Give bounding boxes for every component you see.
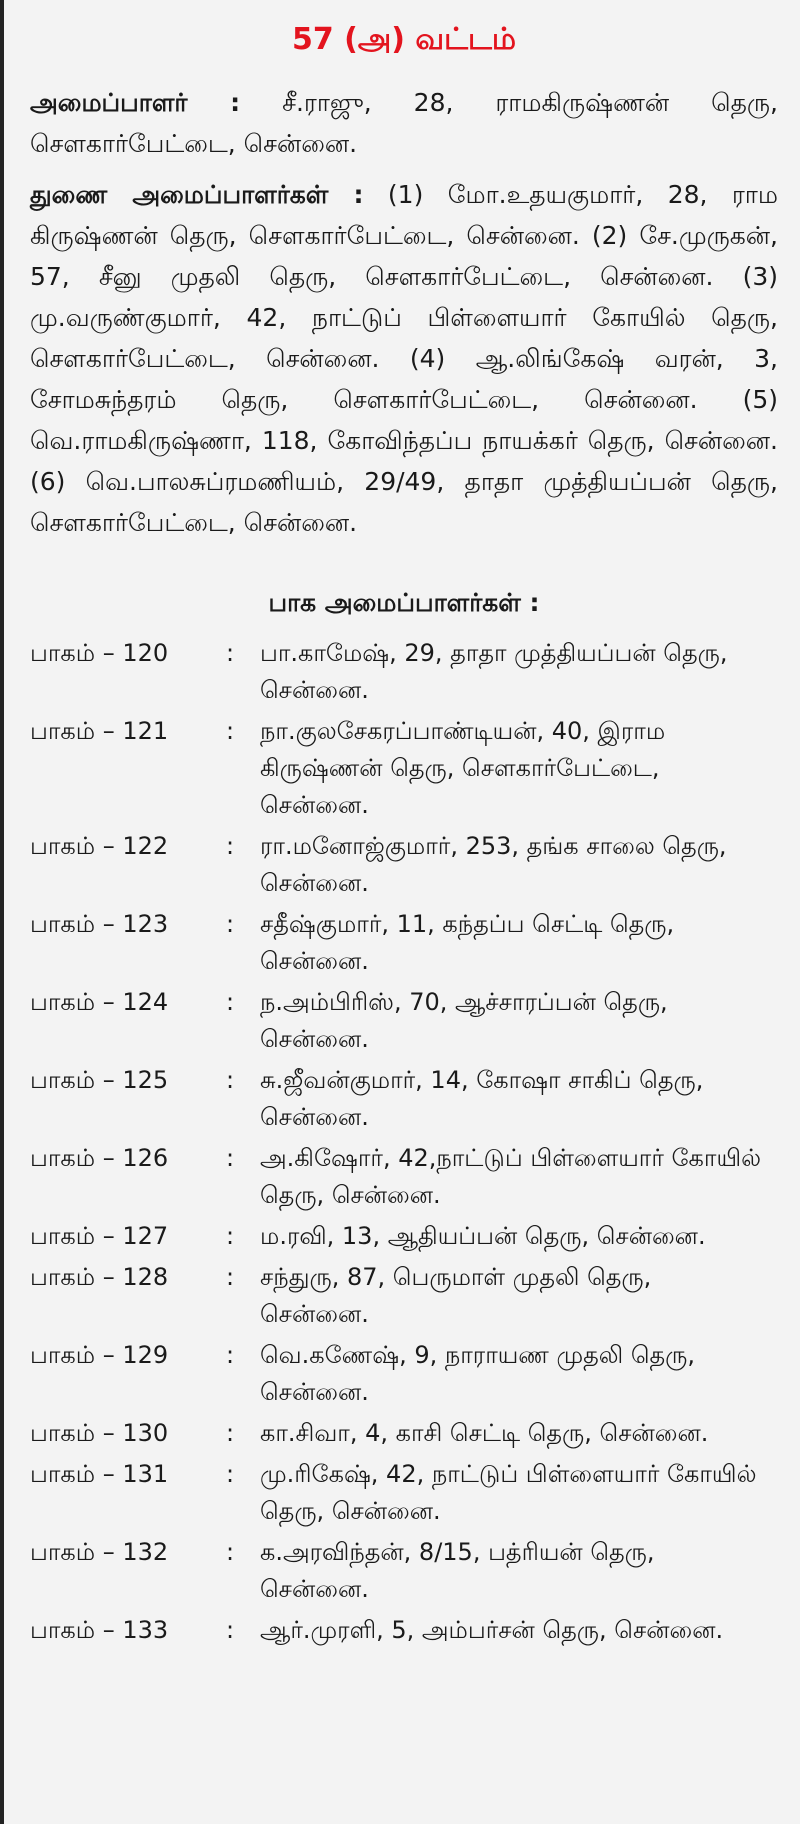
separator-colon: : bbox=[226, 1222, 235, 1250]
detail-line: சந்துரு, 87, பெருமாள் முதலி தெரு, bbox=[260, 1263, 652, 1291]
detail-line: சு.ஜீவன்குமார், 14, கோஷா சாகிப் தெரு, bbox=[260, 1066, 704, 1094]
list-item bbox=[30, 1259, 778, 1333]
part-number: பாகம் – 128 bbox=[30, 1263, 169, 1291]
organizer-details bbox=[260, 1612, 778, 1649]
organizer-details bbox=[260, 906, 778, 980]
part-organizers-list bbox=[30, 635, 778, 1649]
part-organizers-heading: பாக அமைப்பாளர்கள் : bbox=[268, 588, 540, 617]
separator-colon: : bbox=[226, 1263, 235, 1291]
organizer-details bbox=[260, 635, 778, 709]
detail-line: தெரு, சென்னை. bbox=[260, 1497, 441, 1525]
organizer-details bbox=[260, 1062, 778, 1136]
detail-line: கிருஷ்ணன் தெரு, சௌகார்பேட்டை, bbox=[260, 754, 660, 782]
list-item bbox=[30, 1218, 778, 1255]
organizer-details bbox=[260, 713, 778, 824]
detail-line: வெ.கணேஷ், 9, நாராயண முதலி தெரு, bbox=[260, 1341, 696, 1369]
separator-colon: : bbox=[226, 1144, 235, 1172]
deputy-organizers-text: (1) மோ.உதயகுமார், 28, ராம கிருஷ்ணன் தெரு, சௌகார்பேட்டை, சென்னை. (2) சே.முருகன், 57, சீனு முதலி தெரு, சௌகார்பேட்டை, சென்னை. (3) மு.வருண்குமார், 42, நாட்டுப் பிள்ளையார் கோயில் தெரு, சௌகார்பேட்டை, சென்னை. (4) ஆ.லிங்கேஷ் வரன், 3, சோமசுந்தரம் தெரு, சௌகார்பேட்டை, சென்னை. (5) வெ.ராமகிருஷ்ணா, 118, கோவிந்தப்ப நாயக்கர் தெரு, சென்னை. (6) வெ.பாலசுப்ரமணியம், 29/49, தாதா முத்தியப்பன் தெரு, சௌகார்பேட்டை, சென்னை. bbox=[30, 180, 778, 537]
detail-line: ரா.மனோஜ்குமார், 253, தங்க சாலை தெரு, bbox=[260, 832, 727, 860]
separator-colon: : bbox=[226, 1460, 235, 1488]
part-number: பாகம் – 121 bbox=[30, 717, 169, 745]
part-number: பாகம் – 123 bbox=[30, 910, 169, 938]
detail-line: ம.ரவி, 13, ஆதியப்பன் தெரு, சென்னை. bbox=[260, 1222, 706, 1250]
separator-colon: : bbox=[226, 1538, 235, 1566]
part-number: பாகம் – 120 bbox=[30, 639, 169, 667]
organizer-details bbox=[260, 1218, 778, 1255]
part-number: பாகம் – 125 bbox=[30, 1066, 169, 1094]
list-item bbox=[30, 1415, 778, 1452]
organizer-details bbox=[260, 1140, 778, 1214]
part-number: பாகம் – 129 bbox=[30, 1341, 169, 1369]
list-item bbox=[30, 635, 778, 709]
detail-line: சதீஷ்குமார், 11, கந்தப்ப செட்டி தெரு, bbox=[260, 910, 675, 938]
separator-colon: : bbox=[226, 832, 235, 860]
separator-colon: : bbox=[226, 910, 235, 938]
organizer-details bbox=[260, 1259, 778, 1333]
deputy-organizers-label: துணை அமைப்பாளர்கள் : bbox=[30, 180, 364, 209]
separator-colon: : bbox=[226, 1616, 235, 1644]
organizer-details bbox=[260, 984, 778, 1058]
separator-colon: : bbox=[226, 1341, 235, 1369]
ward-title: 57 (அ) வட்டம் bbox=[291, 22, 516, 57]
list-item bbox=[30, 828, 778, 902]
detail-line: தெரு, சென்னை. bbox=[260, 1181, 441, 1209]
list-item bbox=[30, 1337, 778, 1411]
part-number: பாகம் – 132 bbox=[30, 1538, 169, 1566]
list-item bbox=[30, 984, 778, 1058]
organizer-details bbox=[260, 1415, 778, 1452]
part-number: பாகம் – 126 bbox=[30, 1144, 169, 1172]
list-item bbox=[30, 1062, 778, 1136]
organizer-details bbox=[260, 1456, 778, 1530]
list-item bbox=[30, 1612, 778, 1649]
list-item bbox=[30, 713, 778, 824]
organizer-paragraph bbox=[30, 82, 778, 164]
detail-line: க.அரவிந்தன், 8/15, பத்ரியன் தெரு, bbox=[260, 1538, 655, 1566]
detail-line: ஆர்.முரளி, 5, அம்பர்சன் தெரு, சென்னை. bbox=[260, 1616, 724, 1644]
organizer-details bbox=[260, 1337, 778, 1411]
detail-line: கா.சிவா, 4, காசி செட்டி தெரு, சென்னை. bbox=[260, 1419, 709, 1447]
detail-line: சென்னை. bbox=[260, 1025, 369, 1053]
organizer-label: அமைப்பாளர் : bbox=[30, 88, 241, 117]
part-number: பாகம் – 131 bbox=[30, 1460, 169, 1488]
detail-line: சென்னை. bbox=[260, 1300, 369, 1328]
list-item bbox=[30, 1534, 778, 1608]
detail-line: அ.கிஷோர், 42,நாட்டுப் பிள்ளையார் கோயில் bbox=[260, 1144, 761, 1172]
organizer-details bbox=[260, 1534, 778, 1608]
detail-line: பா.காமேஷ், 29, தாதா முத்தியப்பன் தெரு, bbox=[260, 639, 728, 667]
separator-colon: : bbox=[226, 1419, 235, 1447]
detail-line: நா.குலசேகரப்பாண்டியன், 40, இராம bbox=[260, 717, 666, 745]
part-number: பாகம் – 124 bbox=[30, 988, 169, 1016]
part-number: பாகம் – 133 bbox=[30, 1616, 169, 1644]
part-number: பாகம் – 130 bbox=[30, 1419, 169, 1447]
organizer-text: சீ.ராஜு, 28, ராமகிருஷ்ணன் தெரு, சௌகார்பேட்டை, சென்னை. bbox=[30, 88, 778, 158]
list-item bbox=[30, 1140, 778, 1214]
separator-colon: : bbox=[226, 717, 235, 745]
detail-line: ந.அம்பிரிஸ், 70, ஆச்சாரப்பன் தெரு, bbox=[260, 988, 668, 1016]
detail-line: சென்னை. bbox=[260, 947, 369, 975]
part-number: பாகம் – 127 bbox=[30, 1222, 169, 1250]
detail-line: சென்னை. bbox=[260, 791, 369, 819]
list-item bbox=[30, 1456, 778, 1530]
separator-colon: : bbox=[226, 988, 235, 1016]
detail-line: சென்னை. bbox=[260, 1103, 369, 1131]
detail-line: சென்னை. bbox=[260, 869, 369, 897]
list-item bbox=[30, 906, 778, 980]
separator-colon: : bbox=[226, 1066, 235, 1094]
part-number: பாகம் – 122 bbox=[30, 832, 169, 860]
deputy-organizers-paragraph bbox=[30, 174, 778, 543]
detail-line: மு.ரிகேஷ், 42, நாட்டுப் பிள்ளையார் கோயில் bbox=[260, 1460, 757, 1488]
detail-line: சென்னை. bbox=[260, 676, 369, 704]
detail-line: சென்னை. bbox=[260, 1575, 369, 1603]
detail-line: சென்னை. bbox=[260, 1378, 369, 1406]
separator-colon: : bbox=[226, 639, 235, 667]
organizer-details bbox=[260, 828, 778, 902]
